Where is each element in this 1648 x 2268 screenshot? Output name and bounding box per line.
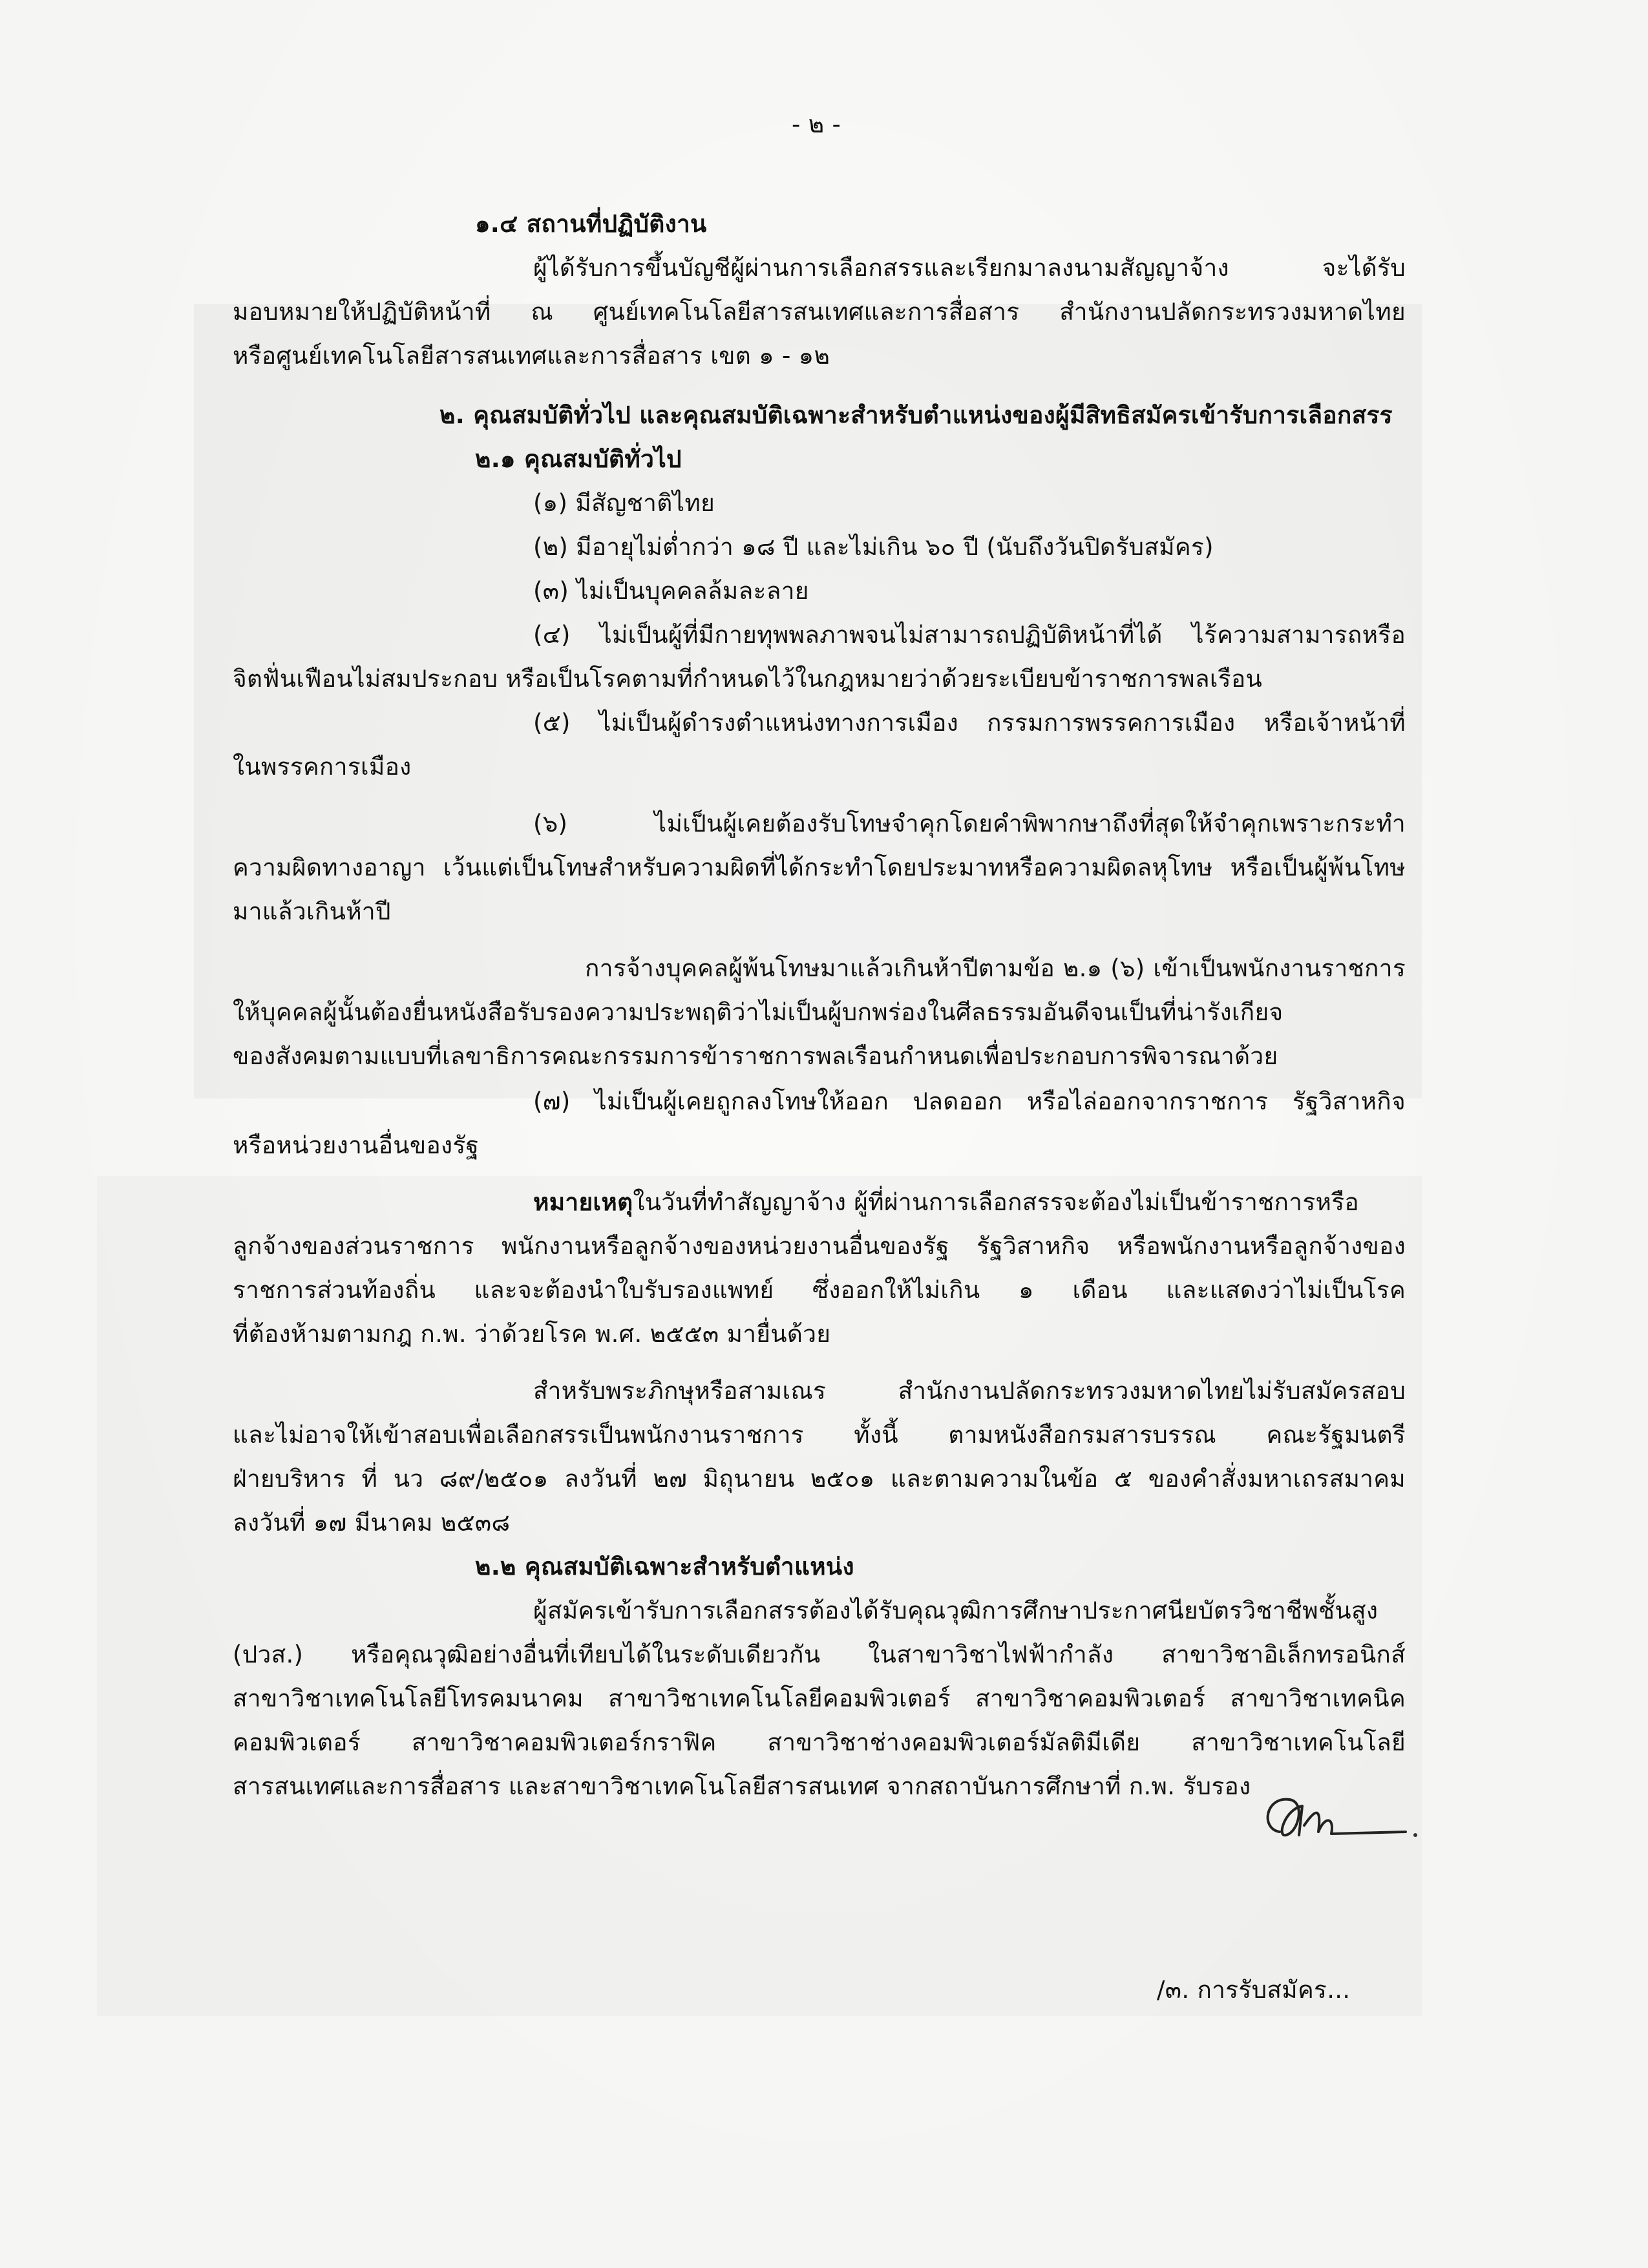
qualification-item: หรือหน่วยงานอื่นของรัฐ: [233, 1131, 480, 1159]
note-paragraph: ลูกจ้างของส่วนราชการ พนักงานหรือลูกจ้างของหน่วยงานอื่นของรัฐ รัฐวิสาหกิจ หรือพนักงานหรือลูกจ้างของ: [233, 1232, 1406, 1260]
page-number: - ๒ -: [792, 110, 841, 138]
qualification-item: (๕) ไม่เป็นผู้ดำรงตำแหน่งทางการเมือง กรรมการพรรคการเมือง หรือเจ้าหน้าที่: [533, 709, 1406, 737]
monk-paragraph: สำหรับพระภิกษุหรือสามเณร สำนักงานปลัดกระทรวงมหาดไทยไม่รับสมัครสอบ: [533, 1377, 1406, 1405]
qualification-item: มาแล้วเกินห้าปี: [233, 898, 391, 925]
qualification-item: (๖) ไม่เป็นผู้เคยต้องรับโทษจำคุกโดยคำพิพากษาถึงที่สุดให้จำคุกเพราะกระทำ: [533, 810, 1406, 837]
section-2-2-line: คอมพิวเตอร์ สาขาวิชาคอมพิวเตอร์กราฟิค สาขาวิชาช่างคอมพิวเตอร์มัลติมีเดีย สาขาวิชาเทคโนโลยี: [233, 1728, 1406, 1756]
section-2-2-line: (ปวส.) หรือคุณวุฒิอย่างอื่นที่เทียบได้ในระดับเดียวกัน ในสาขาวิชาไฟฟ้ากำลัง สาขาวิชาอิเล็กทรอนิกส์: [233, 1641, 1406, 1668]
section-1-4-line: ผู้ได้รับการขึ้นบัญชีผู้ผ่านการเลือกสรรและเรียกมาลงนามสัญญาจ้าง จะได้รับ: [533, 254, 1406, 282]
hiring-paragraph: ของสังคมตามแบบที่เลขาธิการคณะกรรมการข้าราชการพลเรือนกำหนดเพื่อประกอบการพิจารณาด้วย: [233, 1042, 1278, 1070]
section-2-2-line: ผู้สมัครเข้ารับการเลือกสรรต้องได้รับคุณวุฒิการศึกษาประกาศนียบัตรวิชาชีพชั้นสูง: [533, 1597, 1379, 1624]
continuation-footer: /๓. การรับสมัคร...: [1157, 1976, 1351, 2004]
section-1-4-line: หรือศูนย์เทคโนโลยีสารสนเทศและการสื่อสาร เขต ๑ - ๑๒: [233, 342, 830, 370]
section-2-2-line: สาขาวิชาเทคโนโลยีโทรคมนาคม สาขาวิชาเทคโนโลยีคอมพิวเตอร์ สาขาวิชาคอมพิวเตอร์ สาขาวิชาเทคนิค: [233, 1685, 1406, 1712]
qualification-item: ในพรรคการเมือง: [233, 753, 412, 781]
note-paragraph: [533, 1186, 1406, 1219]
note-paragraph: ที่ต้องห้ามตามกฎ ก.พ. ว่าด้วยโรค พ.ศ. ๒๕๕๓ มายื่นด้วย: [233, 1320, 831, 1348]
initials-signature: [1254, 1770, 1422, 1854]
section-2-2-heading: ๒.๒ คุณสมบัติเฉพาะสำหรับตำแหน่ง: [475, 1553, 854, 1580]
hiring-paragraph: ให้บุคคลผู้นั้นต้องยื่นหนังสือรับรองความประพฤติว่าไม่เป็นผู้บกพร่องในศีลธรรมอันดีจนเป็นที่น่ารังเกียจ: [233, 998, 1284, 1026]
section-2-1-heading: ๒.๑ คุณสมบัติทั่วไป: [475, 445, 682, 473]
monk-paragraph: และไม่อาจให้เข้าสอบเพื่อเลือกสรรเป็นพนักงานราชการ ทั้งนี้ ตามหนังสือกรมสารบรรณ คณะรัฐมนตรี: [233, 1421, 1406, 1449]
monk-paragraph: ฝ่ายบริหาร ที่ นว ๘๙/๒๕๐๑ ลงวันที่ ๒๗ มิถุนายน ๒๕๐๑ และตามความในข้อ ๕ ของคำสั่งมหาเถรสมาคม: [233, 1465, 1406, 1493]
qualification-item: (๒) มีอายุไม่ต่ำกว่า ๑๘ ปี และไม่เกิน ๖๐ ปี (นับถึงวันปิดรับสมัคร): [533, 533, 1214, 561]
section-2-2-line: สารสนเทศและการสื่อสาร และสาขาวิชาเทคโนโลยีสารสนเทศ จากสถาบันการศึกษาที่ ก.พ. รับรอง: [233, 1772, 1251, 1800]
section-1-4-line: มอบหมายให้ปฏิบัติหน้าที่ ณ ศูนย์เทคโนโลยีสารสนเทศและการสื่อสาร สำนักงานปลัดกระทรวงมหาดไทย: [233, 298, 1406, 326]
section-2-heading: ๒. คุณสมบัติทั่วไป และคุณสมบัติเฉพาะสำหรับตำแหน่งของผู้มีสิทธิสมัครเข้ารับการเลือกสรร: [439, 401, 1393, 429]
qualification-item: ความผิดทางอาญา เว้นแต่เป็นโทษสำหรับความผิดที่ได้กระทำโดยประมาทหรือความผิดลหุโทษ หรือเป็นผู้พ้นโทษ: [233, 854, 1406, 881]
qualification-item: (๔) ไม่เป็นผู้ที่มีกายทุพพลภาพจนไม่สามารถปฏิบัติหน้าที่ได้ ไร้ความสามารถหรือ: [533, 621, 1406, 649]
note-label: หมายเหตุ: [533, 1188, 633, 1216]
qualification-item: (๑) มีสัญชาติไทย: [533, 489, 715, 517]
qualification-item: จิตฟั่นเฟือนไม่สมประกอบ หรือเป็นโรคตามที่กำหนดไว้ในกฎหมายว่าด้วยระเบียบข้าราชการพลเรือน: [233, 665, 1263, 693]
qualification-item: (๗) ไม่เป็นผู้เคยถูกลงโทษให้ออก ปลดออก หรือไล่ออกจากราชการ รัฐวิสาหกิจ: [533, 1087, 1406, 1115]
note-text: ในวันที่ทำสัญญาจ้าง ผู้ที่ผ่านการเลือกสรรจะต้องไม่เป็นข้าราชการหรือ: [633, 1188, 1359, 1216]
note-paragraph: ราชการส่วนท้องถิ่น และจะต้องนำใบรับรองแพทย์ ซึ่งออกให้ไม่เกิน ๑ เดือน และแสดงว่าไม่เป็นโรค: [233, 1276, 1406, 1304]
hiring-paragraph: การจ้างบุคคลผู้พ้นโทษมาแล้วเกินห้าปีตามข้อ ๒.๑ (๖) เข้าเป็นพนักงานราชการ: [585, 954, 1406, 982]
qualification-item: (๓) ไม่เป็นบุคคลล้มละลาย: [533, 577, 809, 605]
section-1-4-heading: ๑.๔ สถานที่ปฏิบัติงาน: [475, 210, 707, 238]
monk-paragraph: ลงวันที่ ๑๗ มีนาคม ๒๕๓๘: [233, 1509, 511, 1537]
